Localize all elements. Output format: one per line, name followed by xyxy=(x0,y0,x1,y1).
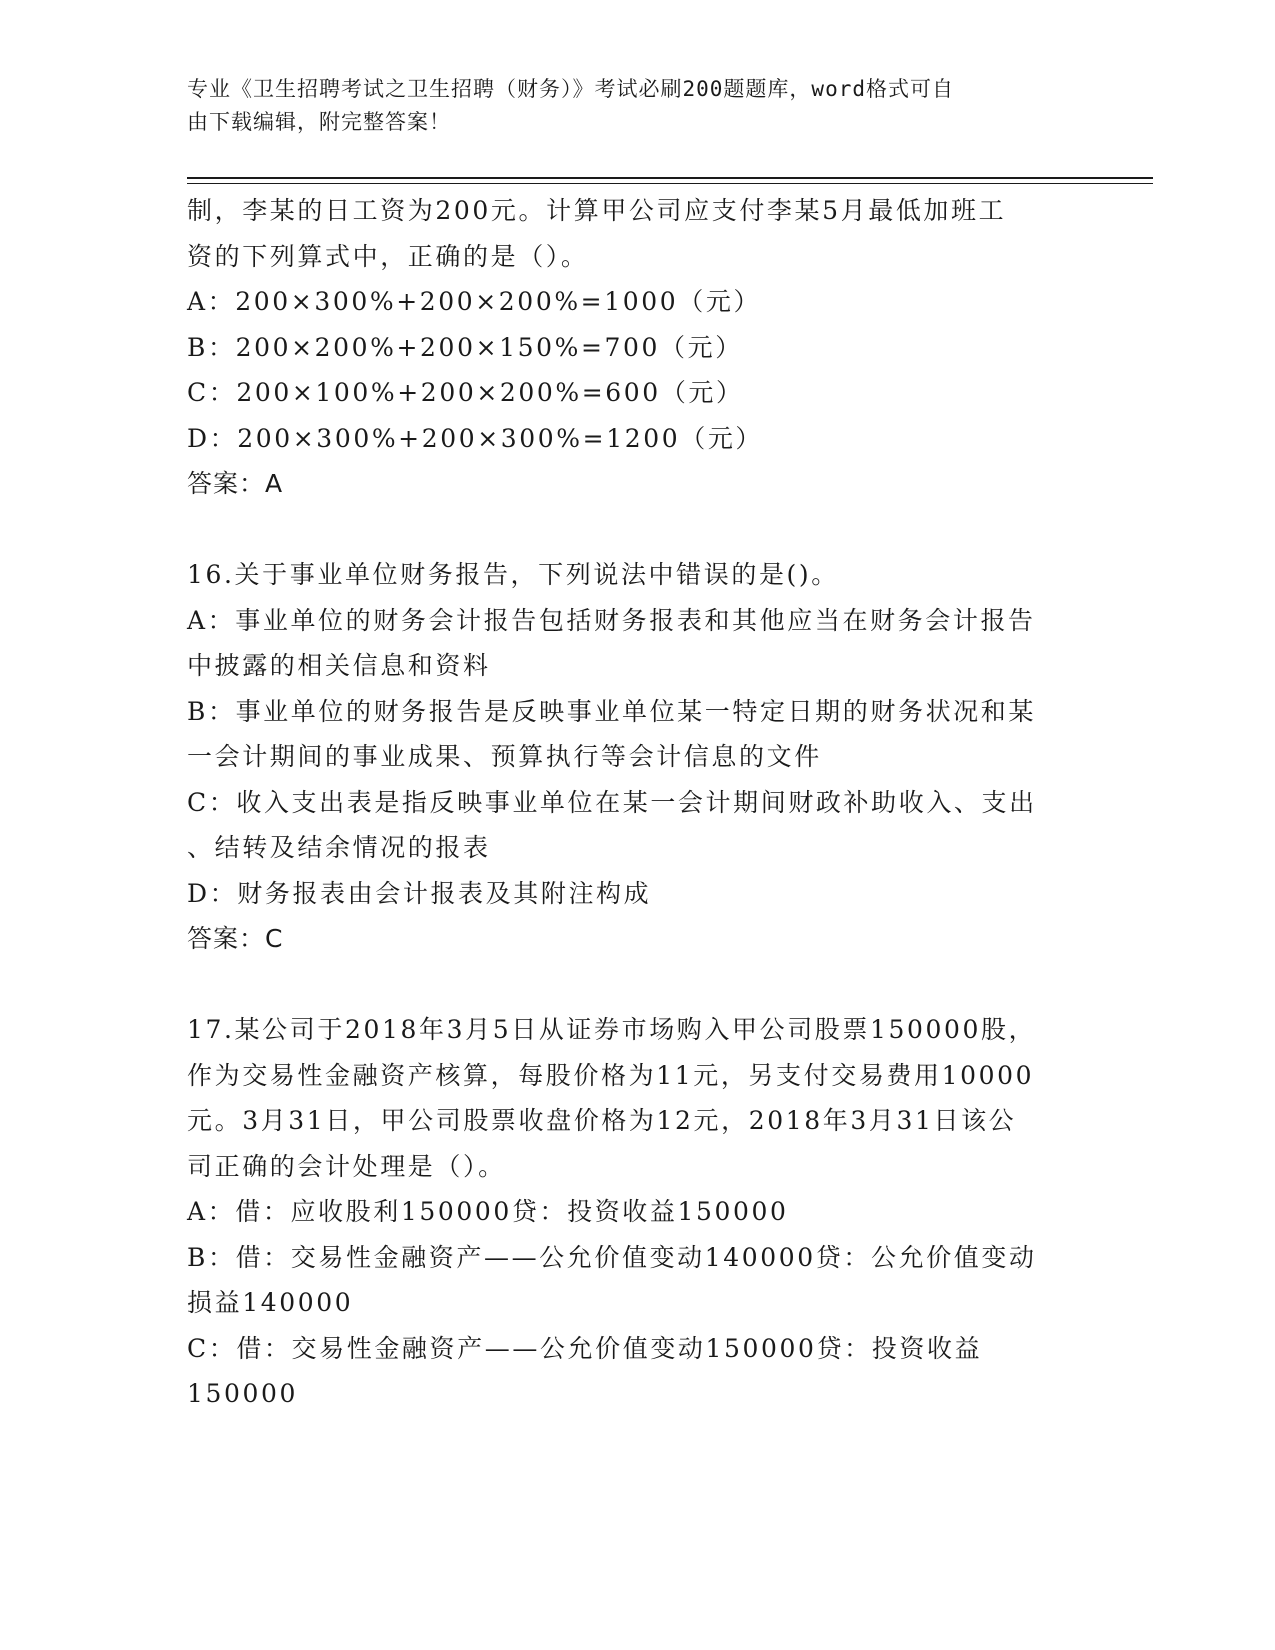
answer-label: 答案：C xyxy=(187,924,284,953)
question-17 xyxy=(187,1007,1087,1417)
option-d: D：财务报表由会计报表及其附注构成 xyxy=(187,878,652,908)
option-a: A：借：应收股利150000贷：投资收益150000 xyxy=(187,1197,789,1226)
question-stem: 司正确的会计处理是（）。 xyxy=(187,1151,506,1181)
option-b-continued: 损益140000 xyxy=(187,1288,354,1317)
header-line: 专业《卫生招聘考试之卫生招聘（财务）》考试必刷200题题库，word格式可自 xyxy=(187,77,954,101)
header-divider xyxy=(187,177,1153,179)
question-stem: 17.某公司于2018年3月5日从证券市场购入甲公司股票150000股， xyxy=(187,1015,1037,1044)
option-a-continued: 中披露的相关信息和资料 xyxy=(187,651,491,680)
option-c: C：收入支出表是指反映事业单位在某一会计期间财政补助收入、支出 xyxy=(187,787,1037,817)
answer-label: 答案：A xyxy=(187,469,284,498)
option-c-continued: 、结转及结余情况的报表 xyxy=(187,833,491,862)
question-16 xyxy=(187,552,1087,962)
option-b: B：200×200%+200×150%=700（元） xyxy=(187,332,743,362)
document-body xyxy=(187,188,1087,1417)
document-header xyxy=(187,73,1087,139)
option-c: C：借：交易性金融资产——公允价值变动150000贷：投资收益 xyxy=(187,1333,983,1363)
question-stem: 资的下列算式中，正确的是（）。 xyxy=(187,241,589,271)
option-b-continued: 一会计期间的事业成果、预算执行等会计信息的文件 xyxy=(187,742,822,771)
question-stem: 作为交易性金融资产核算，每股价格为11元，另支付交易费用10000 xyxy=(187,1060,1035,1090)
spacer xyxy=(187,962,1087,1008)
question-stem: 16.关于事业单位财务报告，下列说法中错误的是()。 xyxy=(187,560,839,589)
question-stem: 元。3月31日，甲公司股票收盘价格为12元，2018年3月31日该公 xyxy=(187,1106,1017,1135)
option-c: C：200×100%+200×200%=600（元） xyxy=(187,378,744,407)
option-d: D：200×300%+200×300%=1200（元） xyxy=(187,423,764,453)
header-divider-thin xyxy=(187,183,1153,184)
spacer xyxy=(187,507,1087,553)
option-b: B：借：交易性金融资产——公允价值变动140000贷：公允价值变动 xyxy=(187,1242,1037,1272)
option-a: A：200×300%+200×200%=1000（元） xyxy=(187,287,762,316)
option-a: A：事业单位的财务会计报告包括财务报表和其他应当在财务会计报告 xyxy=(187,605,1036,635)
header-line: 由下载编辑，附完整答案！ xyxy=(187,110,451,134)
question-stem: 制，李某的日工资为200元。计算甲公司应支付李某5月最低加班工 xyxy=(187,196,1007,225)
option-b: B：事业单位的财务报告是反映事业单位某一特定日期的财务状况和某 xyxy=(187,696,1036,726)
option-c-continued: 150000 xyxy=(187,1379,299,1408)
question-15 xyxy=(187,188,1087,507)
